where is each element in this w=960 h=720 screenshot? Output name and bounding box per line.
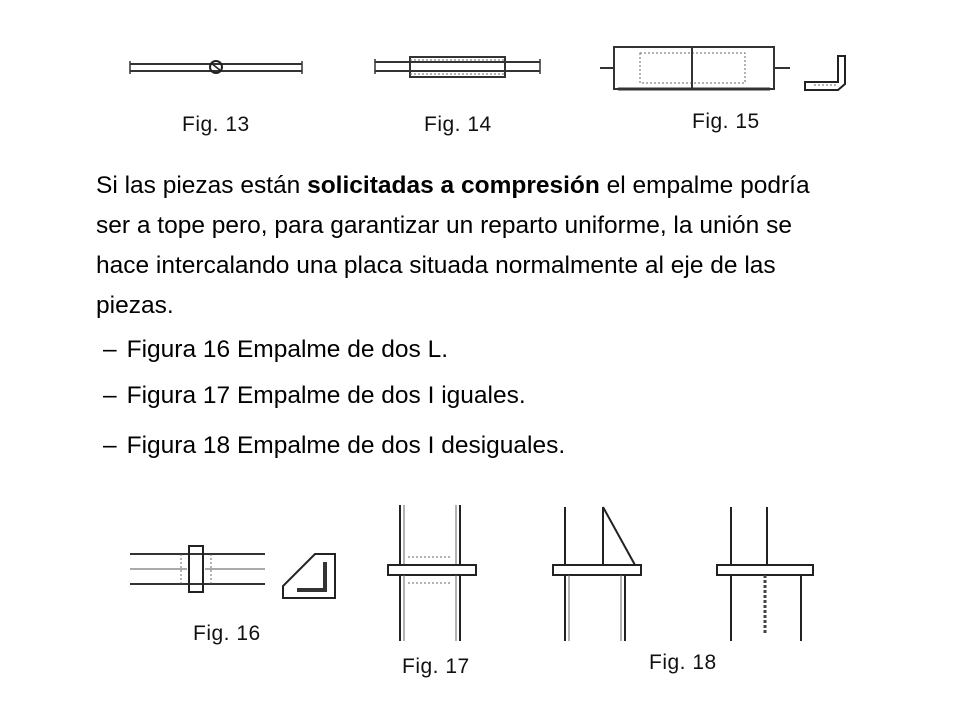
figure-16-label: Fig. 16 [193, 622, 261, 645]
figure-18-drawing [545, 495, 815, 645]
figure-16 [125, 540, 365, 650]
figure-13 [130, 50, 310, 140]
paragraph-text-start: Si las piezas están [96, 172, 308, 199]
bullet-dash: – [103, 382, 117, 409]
bullet-fig17 [103, 382, 526, 410]
figure-16-drawing [125, 540, 365, 610]
bullet-text: Figura 16 Empalme de dos L. [126, 336, 449, 363]
bullet-fig18 [103, 432, 565, 460]
body-paragraph [96, 166, 836, 326]
figure-15 [600, 40, 870, 135]
figure-13-drawing [130, 50, 310, 90]
figure-14-label: Fig. 14 [424, 113, 492, 136]
figure-17 [380, 495, 490, 695]
bullet-text: Figura 18 Empalme de dos I desiguales. [126, 432, 566, 459]
figure-17-drawing [380, 495, 490, 645]
figure-14-drawing [370, 50, 550, 90]
figure-15-drawing [600, 40, 870, 100]
figure-18-label: Fig. 18 [649, 651, 717, 674]
bullet-dash: – [103, 432, 117, 459]
figure-17-label: Fig. 17 [402, 655, 470, 678]
bullet-fig16 [103, 336, 448, 364]
figure-14 [370, 50, 550, 140]
figure-15-label: Fig. 15 [692, 110, 760, 133]
paragraph-text-end: el empalme podría ser a tope pero, para garantizar un reparto uniforme, la unión se hace intercalando una placa situada normalmente al eje de las piezas. [96, 172, 810, 319]
figure-13-label: Fig. 13 [182, 113, 250, 136]
paragraph-emphasis: solicitadas a compresión [307, 172, 600, 199]
bullet-dash: – [103, 336, 117, 363]
figure-18-columns [545, 495, 815, 674]
bullet-text: Figura 17 Empalme de dos I iguales. [126, 382, 526, 409]
